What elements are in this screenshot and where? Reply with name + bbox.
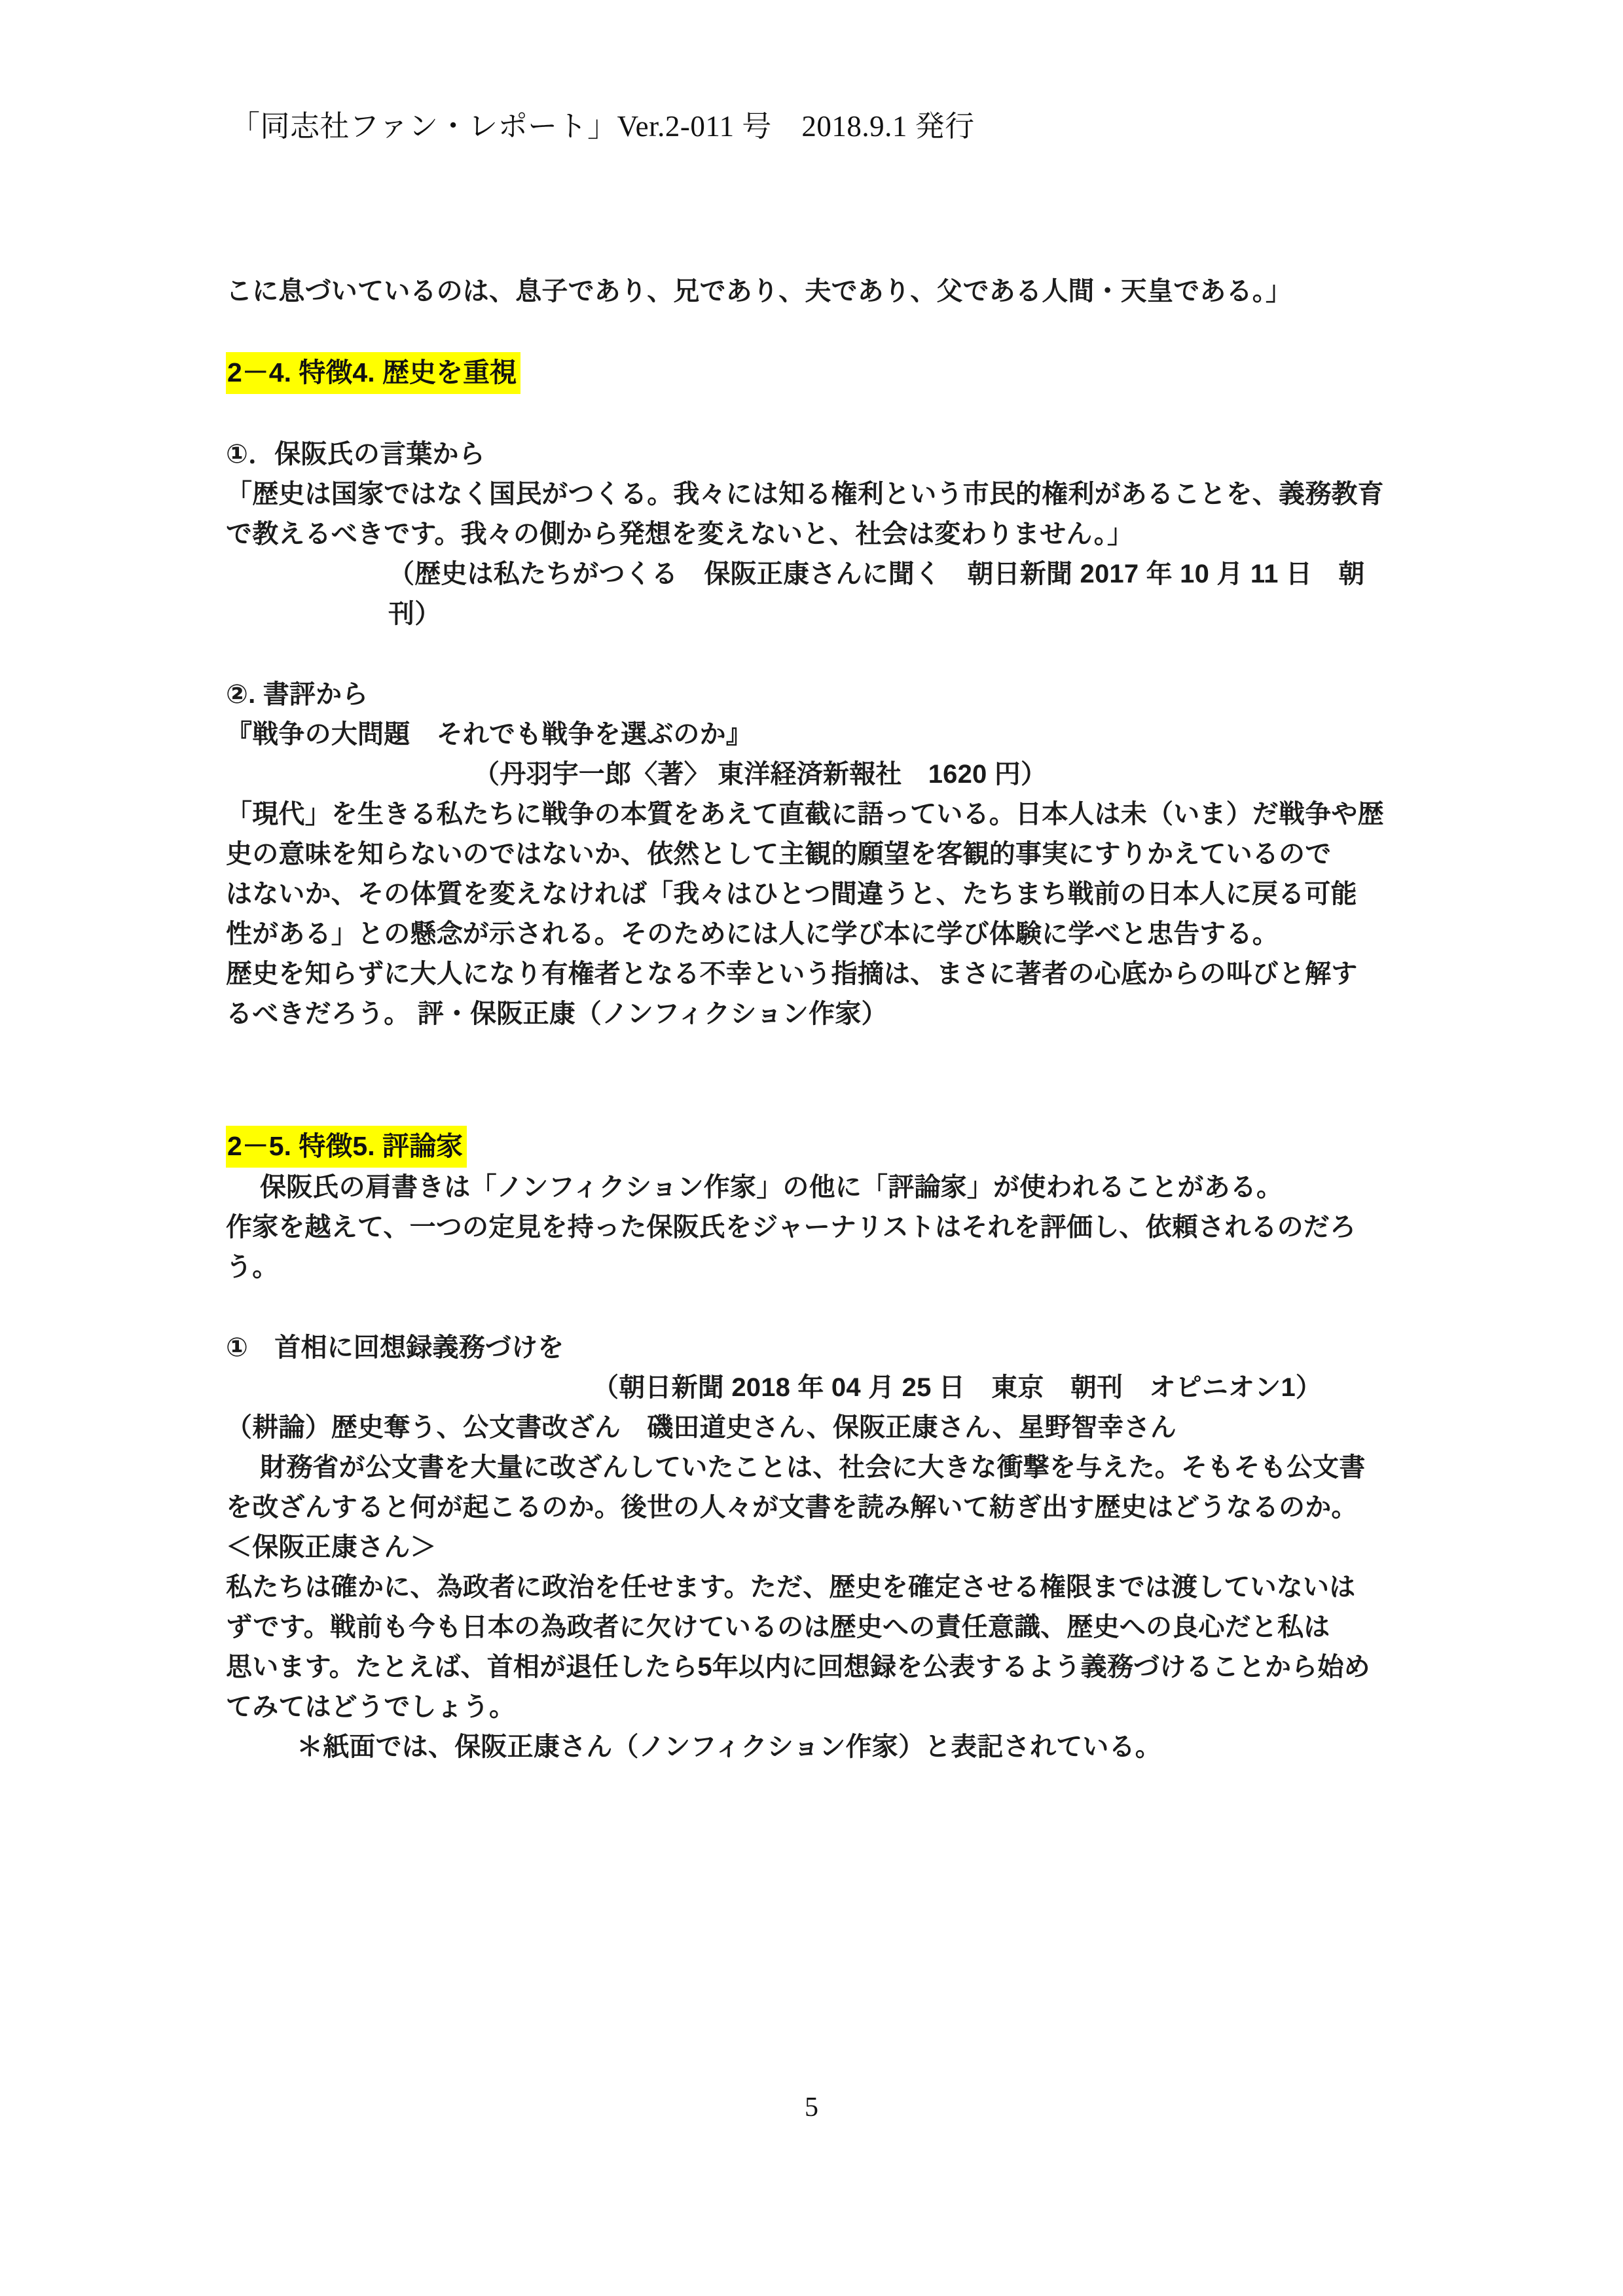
review-line-2: 史の意味を知らないのではないか、依然として主観的願望を客観的事実にすりかえているので <box>226 840 1332 869</box>
lead-line-1: 財務省が公文書を大量に改ざんしていたことは、社会に大きな衝撃を与えた。そもそも公文書 <box>260 1453 1366 1482</box>
item-2-label: ②. 書評から <box>226 680 369 709</box>
review-line-4: 性がある」との懸念が示される。そのためには人に学び本に学び体験に学べと忠告する。 <box>226 920 1279 948</box>
section-2-5-item-1-label: ① 首相に回想録義務づけを <box>226 1333 564 1362</box>
opening-line: こに息づいているのは、息子であり、兄であり、夫であり、父である人間・天皇である。」 <box>226 277 1292 306</box>
item-1-citation: （歴史は私たちがつくる 保阪正康さんに聞く 朝日新聞 2017 年 10 月 11 日 朝刊） <box>388 560 1365 628</box>
footnote: ＊紙面では、保阪正康さん（ノンフィクション作家）と表記されている。 <box>297 1732 1161 1761</box>
speech-line-2: ずです。戦前も今も日本の為政者に欠けているのは歴史への責任意識、歴史への良心だと私は <box>226 1613 1330 1641</box>
item-1-quote-line-1: 「歴史は国家ではなく国民がつくる。我々には知る権利という市民的権利があることを、義務教育 <box>226 480 1384 509</box>
spacer <box>226 1287 1398 1328</box>
spacer <box>226 312 1398 352</box>
section-2-5-item-1-citation: （朝日新聞 2018 年 04 月 25 日 東京 朝刊 オピニオン1） <box>593 1373 1322 1402</box>
speech-line-1: 私たちは確かに、為政者に政治を任せます。ただ、歴史を確定させる権限までは渡していないは <box>226 1573 1356 1602</box>
heading-2-4: 2－4. 特徴4. 歴史を重視 <box>226 352 520 394</box>
speaker-name: ＜保阪正康さん＞ <box>226 1533 437 1562</box>
speech-line-4: てみてはどうでしょう。 <box>226 1693 516 1721</box>
page-number: 5 <box>805 2092 818 2123</box>
section-2-5-item-1-subtitle: （耕論）歴史奪う、公文書改ざん 磯田道史さん、保阪正康さん、星野智幸さん <box>226 1413 1176 1442</box>
item-1-label: ①．保阪氏の言葉から <box>226 440 485 469</box>
section-2-5-intro-line-1: 保阪氏の肩書きは「ノンフィクション作家」の他に「評論家」が使われることがある。 <box>260 1173 1283 1202</box>
running-header: 「同志社ファン・レポート」Ver.2-011 号 2018.9.1 発行 <box>230 110 975 143</box>
spacer <box>226 634 1398 675</box>
review-line-5: 歴史を知らずに大人になり有権者となる不幸という指摘は、まさに著者の心底からの叫びと解す <box>226 960 1358 988</box>
spacer <box>226 1034 1398 1126</box>
heading-2-5-wrapper <box>226 1126 1398 1168</box>
heading-2-5: 2－5. 特徴5. 評論家 <box>226 1126 467 1168</box>
section-2-5-intro-line-3: う。 <box>226 1253 279 1282</box>
book-title: 『戦争の大問題 それでも戦争を選ぶのか』 <box>226 720 752 749</box>
item-1-quote-line-2: で教えるべきです。我々の側から発想を変えないと、社会は変わりません。」 <box>226 520 1134 548</box>
section-2-5-intro-line-2: 作家を越えて、一つの定見を持った保阪氏をジャーナリストはそれを評価し、依頼されるのだろ <box>226 1213 1357 1242</box>
review-line-1: 「現代」を生きる私たちに戦争の本質をあえて直截に語っている。日本人は未（いま）だ戦争や歴 <box>226 800 1384 829</box>
review-line-6: るべきだろう。 評・保阪正康（ノンフィクション作家） <box>226 999 888 1028</box>
review-line-3: はないか、その体質を変えなければ「我々はひとつ間違うと、たちまち戦前の日本人に戻る可能 <box>226 880 1357 908</box>
lead-line-2: を改ざんすると何が起こるのか。後世の人々が文書を読み解いて紡ぎ出す歴史はどうなるのか。 <box>226 1493 1358 1522</box>
spacer <box>226 394 1398 435</box>
document-body <box>226 272 1398 1767</box>
heading-2-4-wrapper <box>226 352 1398 394</box>
speech-line-3: 思います。たとえば、首相が退任したら5年以内に回想録を公表するよう義務づけることから始め <box>226 1653 1370 1681</box>
book-credit: （丹羽宇一郎〈著〉 東洋経済新報社 1620 円） <box>473 760 1048 789</box>
